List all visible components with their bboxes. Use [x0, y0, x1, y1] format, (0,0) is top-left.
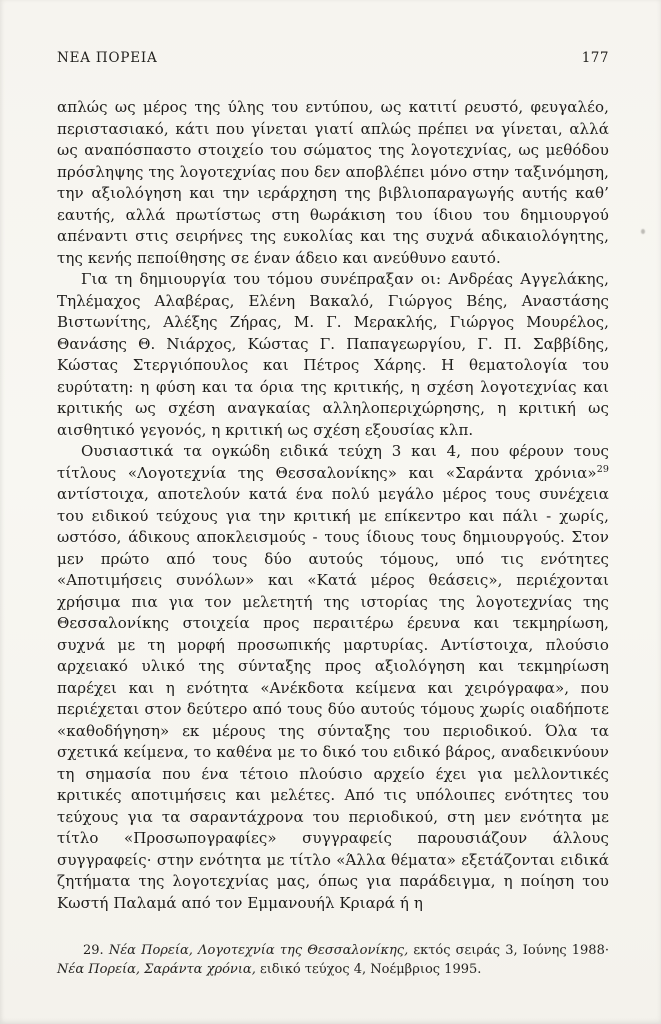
footnote-text: ειδικό τεύχος 4, Νοέμβριος 1995.: [255, 962, 482, 977]
footnote-cited-title: Νέα Πορεία, Σαράντα χρόνια,: [57, 962, 256, 977]
paragraph-text: Ουσιαστικά τα ογκώδη ειδικά τεύχη 3 και 4, που φέρουν τους τίτλους «Λογοτεχνία της Θεσσαλονίκης» και «Σαράντα χρόνια»: [57, 442, 609, 482]
paragraph-text: αντίστοιχα, αποτελούν κατά ένα πολύ μεγάλο μέρος τους συνέχεια του ειδικού τεύχους για την κριτική με επίκεντρο και πάλι - χωρίς, ωστόσο, άδικους αποκλεισμούς - τους ίδιους τους δημιουργούς. Στον μεν πρώτο από τους δύο αυτούς τόμους, υπό τις ενότητες «Αποτιμήσεις συνόλων» και «Κατά μέρος θεάσεις», περιέχονται χρήσιμα πια για τον μελετητή της ιστορίας της λογοτεχνίας της Θεσσαλονίκης στοιχεία προς περαιτέρω έρευνα και τεκμηρίωση, συχνά με τη μορφή προσωπικής μαρτυρίας. Αντίστοιχα, πλούσιο αρχειακό υλικό της σύνταξης προς αξιολόγηση και τεκμηρίωση παρέχει και η ενότητα «Ανέκδοτα κείμενα και χειρόγραφα», που περιέχεται στον δεύτερο από τους δύο αυτούς τόμους χωρίς οιαδήποτε «καθοδήγηση» εκ μέρους της σύνταξης του περιοδικού. Όλα τα σχετικά κείμενα, το καθένα με το δικό του ειδικό βάρος, αναδεικνύουν τη σημασία που ένα τέτοιο πλούσιο αρχείο έχει για μελλοντικές κριτικές αποτιμήσεις και μελέτες. Από τις υπόλοιπες ενότητες του τεύχους για τα σαραντάχρονα του περιοδικού, στη μεν ενότητα με τίτλο «Προσωπογραφίες» συγγραφείς παρουσιάζουν άλλους συγγραφείς· στην ενότητα με τίτλο «Άλλα θέματα» εξετάζονται ειδικά ζητήματα της λογοτεχνίας μας, όπως για παράδειγμα, η ποίηση του Κωστή Παλαμά από τον Εμμανουήλ Κριαρά ή η: [57, 485, 609, 912]
journal-title: ΝΕΑ ΠΟΡΕΙΑ: [57, 50, 158, 66]
body-text: [57, 97, 609, 914]
footnote-reference: 29: [596, 463, 609, 475]
paragraph-special-issues: [57, 441, 609, 914]
footnote-number: 29.: [83, 943, 109, 958]
page-number: 177: [581, 50, 609, 66]
page-header: [57, 50, 609, 66]
footnote: [57, 941, 609, 979]
footnote-cited-title: Νέα Πορεία, Λογοτεχνία της Θεσσαλονίκης,: [108, 943, 409, 958]
paragraph-continuation: απλώς ως μέρος της ύλης του εντύπου, ως κατιτί ρευστό, φευγαλέο, περιστασιακό, κάτι που γίνεται γιατί απλώς πρέπει να γίνεται, αλλά ως αναπόσπαστο στοιχείο του σώματος της λογοτεχνίας, ως μεθόδου πρόσληψης της λογοτεχνίας που δεν αποβλέπει μόνο στην ταξινόμηση, την αξιολόγηση και την ιεράρχηση της βιβλιοπαραγωγής αυτής καθ’ εαυτής, αλλά πρωτίστως στη θωράκιση του ίδιου του δημιουργού απέναντι στις σειρήνες της ευκολίας και της συχνά αδικαιολόγητης, της κενής πεποίθησης σε έναν άδειο και ανεύθυνο εαυτό.: [57, 98, 609, 267]
scan-artifact-speck: [641, 229, 645, 234]
paragraph-contributors: Για τη δημιουργία του τόμου συνέπραξαν οι: Ανδρέας Αγγελάκης, Τηλέμαχος Αλαβέρας, Ελένη Βακαλό, Γιώργος Βέης, Αναστάσης Βιστωνίτης, Αλέξης Ζήρας, Μ. Γ. Μερακλής, Γιώργος Μουρέλος, Θανάσης Θ. Νιάρχος, Κώστας Γ. Παπαγεωργίου, Γ. Π. Σαββίδης, Κώστας Στεργιόπουλος και Πέτρος Χάρης. Η θεματολογία του ευρύτατη: η φύση και τα όρια της κριτικής, η σχέση λογοτεχνίας και κριτικής ως σχέση αναγκαίας αλληλοπεριχώρησης, η κριτική ως αισθητικό γεγονός, η κριτική ως σχέση εξουσίας κλπ.: [57, 270, 609, 439]
footnote-text: εκτός σειράς 3, Ιούνης 1988·: [408, 943, 609, 958]
